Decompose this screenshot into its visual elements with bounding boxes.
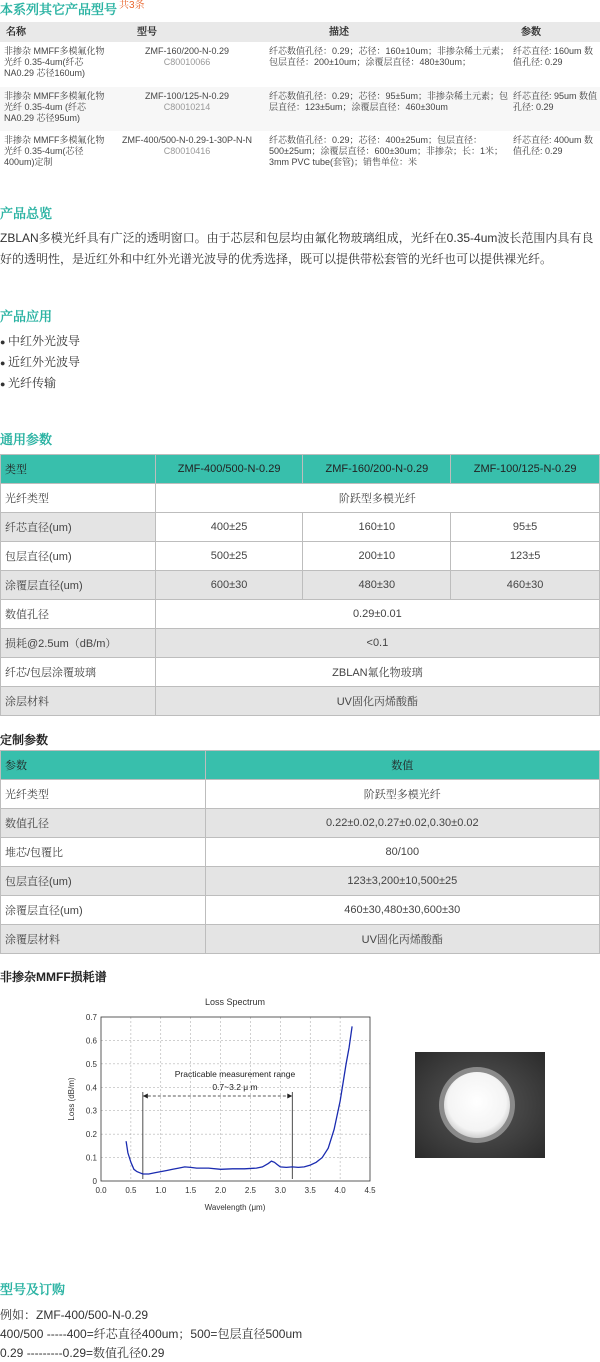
table-row	[1, 658, 600, 687]
table-row	[0, 87, 600, 131]
y-tick-label: 0.5	[85, 1059, 97, 1069]
table-row	[1, 484, 600, 513]
x-tick-label: 0.0	[95, 1186, 107, 1195]
table-row	[1, 571, 600, 600]
cell: 600±30	[155, 571, 303, 600]
overview-text: ZBLAN多模光纤具有广泛的透明窗口。由于芯层和包层均由氟化物玻璃组成，光纤在0.35-4um波长范围内具有良好的透明性，是近红外和中红外光谱光波导的优秀选择，既可以提供带松套管的光纤也可以提供裸光纤。	[0, 231, 594, 266]
header-cell: 类型	[1, 455, 156, 484]
x-tick-label: 3.0	[274, 1186, 286, 1195]
series-header	[0, 0, 145, 22]
overview-title: 产品总览	[0, 206, 53, 221]
col-header-param: 参数	[511, 22, 600, 42]
table-row	[1, 600, 600, 629]
series-count: 共3条	[119, 0, 145, 11]
product-name-link[interactable]: 非掺杂 MMFF多模氟化物光纤 0.35-4um (纤芯NA0.29 芯径95um)	[0, 87, 107, 131]
row-label: 涂覆层直径(um)	[1, 571, 156, 600]
cell: 80/100	[205, 838, 599, 867]
ordering-title: 型号及订购	[0, 1282, 66, 1297]
list-item: ● 中红外光波导	[0, 331, 80, 352]
loss-spectrum-title: 非掺杂MMFF损耗谱	[0, 970, 107, 984]
cell: 阶跃型多模光纤	[155, 484, 599, 513]
cell: 123±3,200±10,500±25	[205, 867, 599, 896]
table-row	[1, 838, 600, 867]
cell: 400±25	[155, 513, 303, 542]
x-axis-label: Wavelength (μm)	[204, 1203, 266, 1212]
cell: 460±30	[451, 571, 600, 600]
product-code: C80010066	[163, 57, 211, 67]
table-row	[1, 809, 600, 838]
ordering-line: 0.29 ---------0.29=数值孔径0.29	[0, 1346, 165, 1360]
model-text: ZMF-400/500-N-0.29-1-30P-N-N	[121, 135, 253, 145]
annotation-arrow-left	[143, 1094, 148, 1099]
row-label: 堆芯/包覆比	[1, 838, 206, 867]
product-name-link[interactable]: 非掺杂 MMFF多模氟化物光纤 0.35-4um(纤芯NA0.29 芯径160um)	[0, 42, 107, 87]
model-text: ZMF-160/200-N-0.29	[144, 46, 230, 56]
row-label: 损耗@2.5um（dB/m）	[1, 629, 156, 658]
x-tick-label: 0.5	[125, 1186, 137, 1195]
row-label: 光纤类型	[1, 780, 206, 809]
y-tick-label: 0.6	[85, 1036, 97, 1046]
row-label: 纤芯直径(um)	[1, 513, 156, 542]
general-params-table	[0, 454, 600, 716]
y-tick-label: 0.2	[85, 1130, 97, 1140]
col-header-name: 名称	[0, 22, 107, 42]
table-header-row	[1, 455, 600, 484]
measurement-range-annotation	[143, 1069, 296, 1179]
table-row	[1, 513, 600, 542]
product-desc: 纤芯数值孔径：0.29；芯径：160±10um；非掺杂稀土元素；包层直径：200±10um；涂覆层直径：480±30um；	[267, 42, 511, 87]
header-cell: 参数	[1, 751, 206, 780]
product-param: 纤芯直径: 95um 数值孔径: 0.29	[511, 87, 600, 131]
product-model	[107, 131, 267, 179]
cell: 500±25	[155, 542, 303, 571]
series-table	[0, 22, 600, 179]
cell: 0.29±0.01	[155, 600, 599, 629]
fiber-core	[444, 1072, 510, 1138]
table-row	[1, 780, 600, 809]
product-code: C80010416	[163, 146, 211, 156]
product-param: 纤芯直径: 400um 数值孔径: 0.29	[511, 131, 600, 179]
col-header-desc: 描述	[267, 22, 511, 42]
custom-params-table	[0, 750, 600, 954]
table-row	[1, 896, 600, 925]
list-item: ● 光纤传输	[0, 373, 80, 394]
ordering-line: 例如：ZMF-400/500-N-0.29	[0, 1308, 149, 1322]
chart-frame	[101, 1017, 370, 1181]
y-tick-labels	[86, 1013, 98, 1186]
row-label: 数值孔径	[1, 809, 206, 838]
x-tick-label: 4.0	[334, 1186, 346, 1195]
row-label: 光纤类型	[1, 484, 156, 513]
cell: 95±5	[451, 513, 600, 542]
row-label: 涂覆层直径(um)	[1, 896, 206, 925]
y-tick-label: 0.3	[85, 1106, 97, 1116]
row-label: 包层直径(um)	[1, 542, 156, 571]
cell: 460±30,480±30,600±30	[205, 896, 599, 925]
x-tick-label: 4.5	[364, 1186, 376, 1195]
cell: <0.1	[155, 629, 599, 658]
product-model	[107, 42, 267, 87]
x-tick-label: 3.5	[304, 1186, 316, 1195]
table-row	[1, 867, 600, 896]
x-tick-label: 2.5	[244, 1186, 257, 1195]
table-row	[0, 131, 600, 179]
table-row	[1, 687, 600, 716]
row-label: 包层直径(um)	[1, 867, 206, 896]
y-tick-label: 0.7	[85, 1013, 97, 1022]
table-header-row	[1, 751, 600, 780]
cell: 123±5	[451, 542, 600, 571]
table-row	[0, 42, 600, 87]
applications-title: 产品应用	[0, 309, 53, 324]
loss-spectrum-chart	[60, 990, 390, 1215]
product-desc: 纤芯数值孔径：0.29；芯径：95±5um；非掺杂稀土元素；包层直径：123±5um；涂覆层直径：460±30um	[267, 87, 511, 131]
annotation-text: Practicable measurement range	[174, 1069, 296, 1079]
cell: 0.22±0.02,0.27±0.02,0.30±0.02	[205, 809, 599, 838]
cell: ZBLAN氟化物玻璃	[155, 658, 599, 687]
col-header-model: 型号	[107, 22, 267, 42]
header-cell: ZMF-100/125-N-0.29	[451, 455, 600, 484]
x-tick-label: 2.0	[214, 1186, 227, 1195]
cell: 160±10	[303, 513, 451, 542]
annotation-range-text: 0.7~3.2 μ m	[212, 1082, 258, 1092]
header-cell: 数值	[205, 751, 599, 780]
list-item: ● 近红外光波导	[0, 352, 80, 373]
loss-series-line	[126, 1026, 352, 1174]
x-tick-label: 1.0	[155, 1186, 167, 1195]
table-row	[1, 925, 600, 954]
model-text: ZMF-100/125-N-0.29	[144, 91, 230, 101]
row-label: 纤芯/包层涂覆玻璃	[1, 658, 156, 687]
product-code: C80010214	[163, 102, 211, 112]
y-tick-label: 0.4	[85, 1083, 97, 1093]
fiber-cross-section-photo	[415, 1052, 545, 1158]
x-tick-label: 1.5	[185, 1186, 197, 1195]
header-cell: ZMF-400/500-N-0.29	[155, 455, 303, 484]
product-model	[107, 87, 267, 131]
table-row	[1, 629, 600, 658]
general-params-title: 通用参数	[0, 432, 53, 447]
y-tick-label: 0	[92, 1177, 97, 1186]
product-desc: 纤芯数值孔径：0.29；芯径：400±25um；包层直径：500±25um；涂覆层直径：600±30um；非掺杂；长：1米；3mm PVC tube(套管)；销售单位：米	[267, 131, 511, 179]
annotation-arrow-right	[287, 1094, 292, 1099]
cell: 阶跃型多模光纤	[205, 780, 599, 809]
row-label: 涂层材料	[1, 687, 156, 716]
cell: 480±30	[303, 571, 451, 600]
y-tick-label: 0.1	[85, 1153, 97, 1163]
cell: UV固化丙烯酸酯	[155, 687, 599, 716]
applications-list	[0, 331, 80, 394]
product-name-link[interactable]: 非掺杂 MMFF多模氟化物光纤 0.35-4um(芯径400um)定制	[0, 131, 107, 179]
chart-grid	[101, 1017, 370, 1181]
y-axis-label: Loss (dB/m)	[67, 1077, 76, 1121]
row-label: 涂覆层材料	[1, 925, 206, 954]
chart-title: Loss Spectrum	[204, 997, 266, 1007]
cell: UV固化丙烯酸酯	[205, 925, 599, 954]
series-title: 本系列其它产品型号	[0, 2, 118, 17]
ordering-line: 400/500 -----400=纤芯直径400um；500=包层直径500um	[0, 1327, 303, 1341]
row-label: 数值孔径	[1, 600, 156, 629]
custom-params-title: 定制参数	[0, 733, 49, 747]
product-param: 纤芯直径: 160um 数值孔径: 0.29	[511, 42, 600, 87]
ordering-lines	[0, 1306, 302, 1362]
header-cell: ZMF-160/200-N-0.29	[303, 455, 451, 484]
table-row	[1, 542, 600, 571]
x-tick-labels	[95, 1186, 376, 1195]
cell: 200±10	[303, 542, 451, 571]
